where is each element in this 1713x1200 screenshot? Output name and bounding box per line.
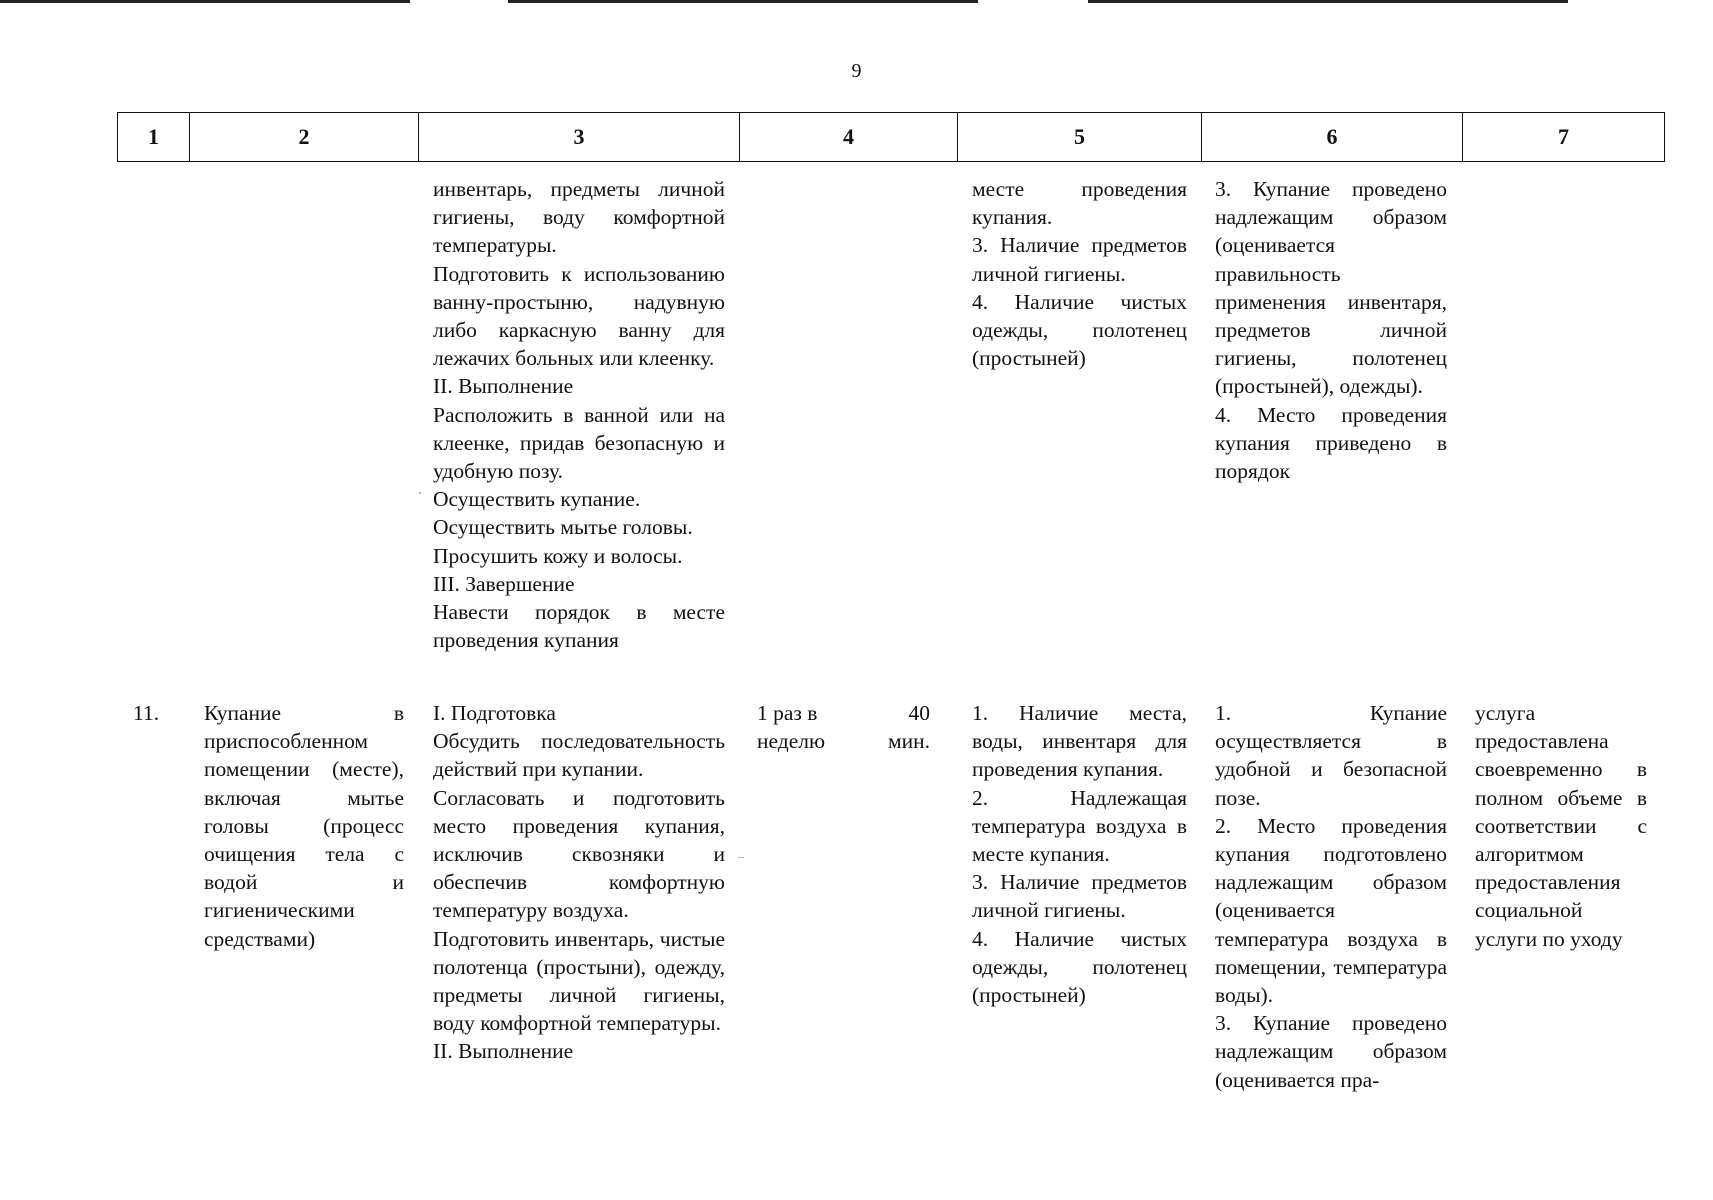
column-header-5: 5: [958, 113, 1202, 162]
continuation-col3-text: инвентарь, предметы личной гигиены, воду комфортной температуры. Подготовить к использованию ванну-простыню, надувную либо каркасную ванну для лежачих больных или клеенку. II. Выполнение Расположить в ванной или на клеенке, придав безопасную и удобную позу. Осуществить купание. Осуществить мытье головы. Просушить кожу и волосы. III. Завершение Навести порядок в месте проведения купания: [433, 177, 725, 653]
row-11-procedure-text: I. Подготовка Обсудить последовательность действий при купании. Согласовать и подготовить место проведения купания, исключив сквозняки и обеспечив комфортную температуру воздуха. Подготовить инвентарь, чистые полотенца (простыни), одежду, предметы личной гигиены, воду комфортной температуры. II. Выполнение: [433, 701, 725, 1064]
row-11-service-name: Купание в приспособленном помещении (месте), включая мытье головы (процесс очищения тела с водой и гигиеническими средствами): [204, 701, 404, 951]
row-11-frequency: 1 раз в неделю: [757, 701, 826, 754]
row-11-result-evaluation: услуга предоставлена своевременно в полном объеме в соответствии с алгоритмом предоставления социальной услуги по уходу: [1475, 701, 1647, 951]
column-header-2: 2: [190, 113, 419, 162]
row-11-quality-indicators: 1. Наличие места, воды, инвентаря для проведения купания. 2. Надлежащая температура воздуха в месте купания. 3. Наличие предметов личной гигиены. 4. Наличие чистых одежды, полотенец (простыней): [972, 701, 1187, 1008]
scan-speck: [738, 857, 744, 858]
column-header-3: 3: [419, 113, 740, 162]
scan-edge-middle: [508, 0, 978, 3]
column-header-4: 4: [740, 113, 958, 162]
continuation-col6-text: 3. Купание проведено надлежащим образом (оценивается правильность применения инвентаря, предметов личной гигиены, полотенец (простыней), одежды). 4. Место проведения купания приведено в порядок: [1215, 177, 1447, 484]
scan-edge-right: [1088, 0, 1568, 3]
column-header-7: 7: [1463, 113, 1665, 162]
column-header-6: 6: [1202, 113, 1463, 162]
row-11-duration: 40 мин.: [888, 701, 930, 754]
row-11-quality-assessment: 1. Купание осуществляется в удобной и безопасной позе. 2. Место проведения купания подготовлено надлежащим образом (оценивается температура воздуха в помещении, температура воды). 3. Купание проведено надлежащим образом (оценивается пра-: [1215, 701, 1447, 1092]
continuation-col5-text: месте проведения купания. 3. Наличие предметов личной гигиены. 4. Наличие чистых одежды, полотенец (простыней): [972, 177, 1187, 371]
scan-speck: [419, 492, 421, 494]
column-header-row: [117, 112, 1665, 162]
row-11-number: 11.: [133, 701, 160, 725]
scan-edge-left: [0, 0, 410, 3]
column-header-1: 1: [118, 113, 190, 162]
page-number: 9: [851, 60, 862, 82]
